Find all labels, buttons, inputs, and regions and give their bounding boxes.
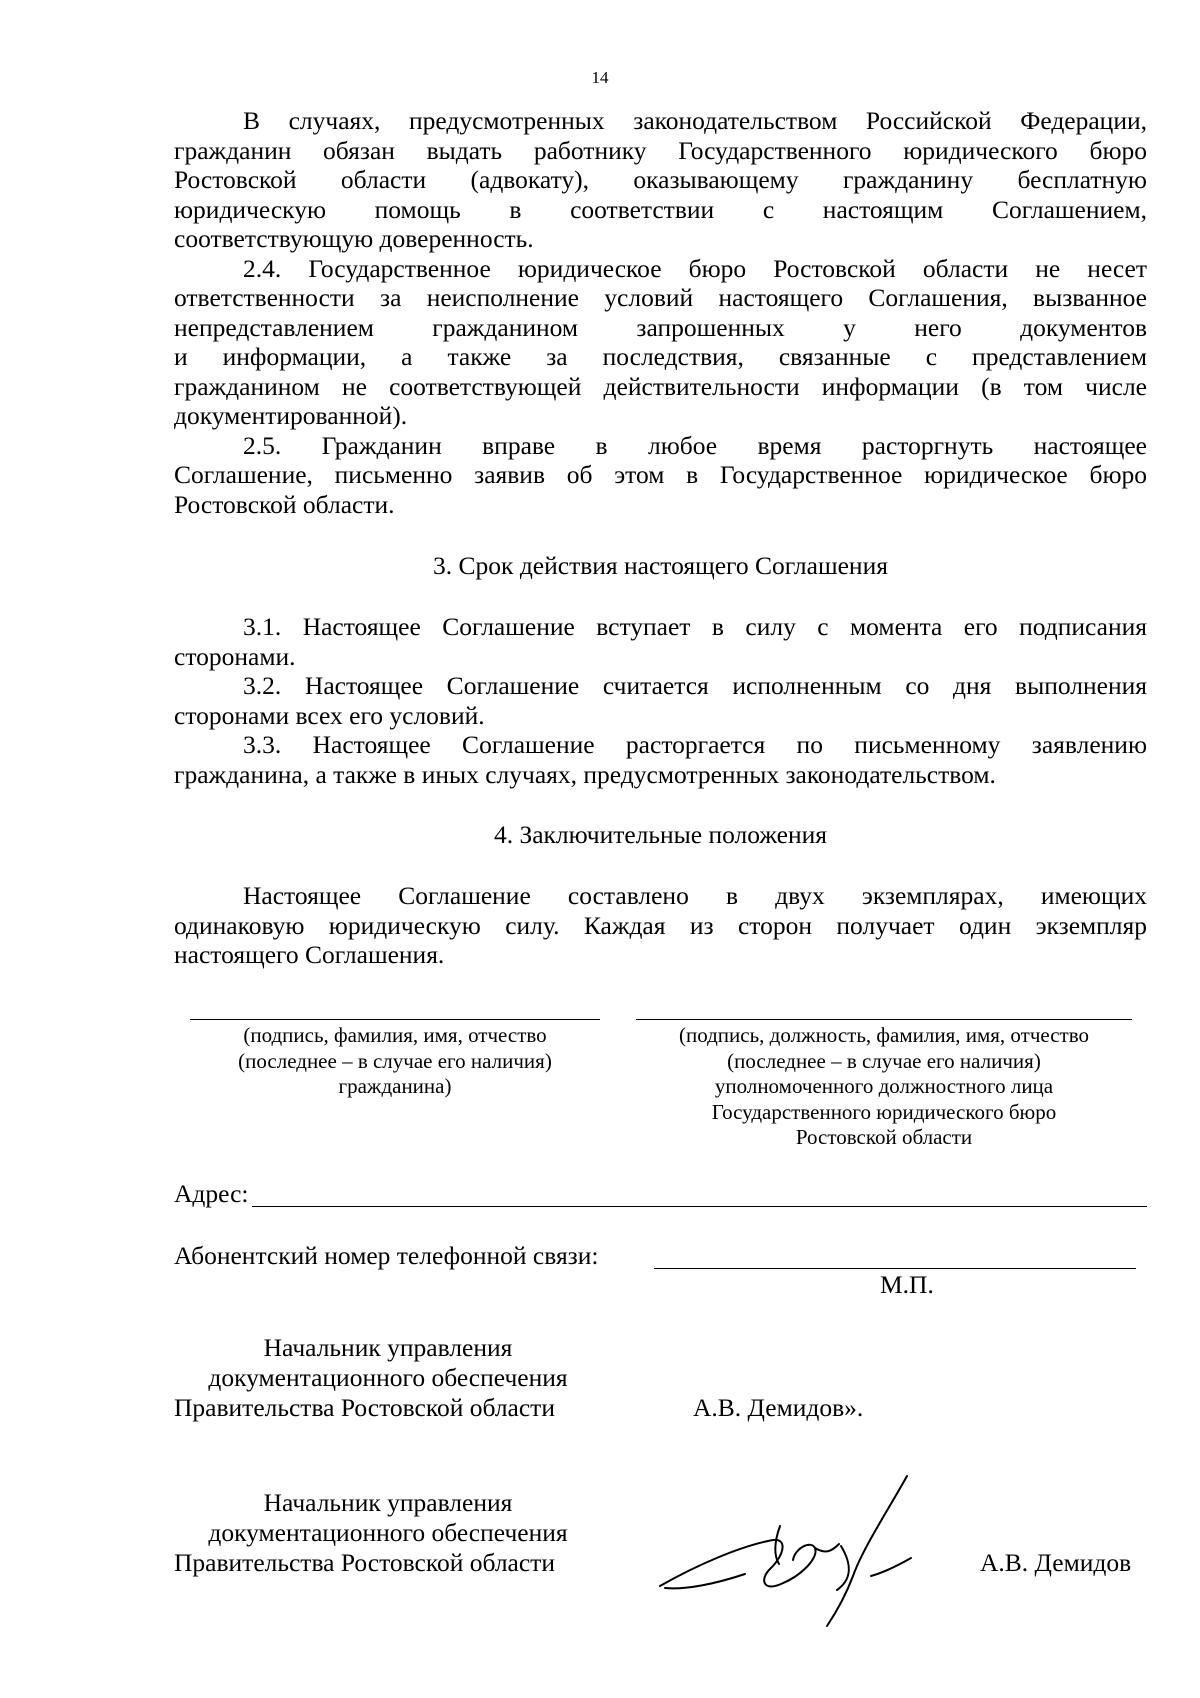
clause-2-4-line: документированной). bbox=[174, 401, 408, 430]
phone-label: Абонентский номер телефонной связи: bbox=[174, 1241, 599, 1270]
paragraph-line: В случаях, предусмотренных законодательством Российской Федерации, bbox=[243, 106, 1147, 135]
clause-2-4-line: ответственности за неисполнение условий настоящего Соглашения, вызванное bbox=[174, 283, 1147, 312]
approval-1-title-line: Правительства Ростовской области bbox=[174, 1393, 555, 1422]
clause-3-1-line: 3.1. Настоящее Соглашение вступает в силу с момента его подписания bbox=[243, 612, 1147, 641]
clause-2-4-line: непредставлением гражданином запрошенных у него документов bbox=[174, 312, 1147, 342]
clause-3-3-line: гражданина, а также в иных случаях, предусмотренных законодательством. bbox=[174, 759, 996, 789]
paragraph-line: Ростовской области (адвокату), оказывающему гражданину бесплатную bbox=[174, 165, 1147, 194]
final-provisions-line: Настоящее Соглашение составлено в двух экземплярах, имеющих bbox=[243, 881, 1147, 910]
official-caption-line: (последнее – в случае его наличия) bbox=[727, 1048, 1041, 1073]
official-caption-line: уполномоченного должностного лица bbox=[714, 1074, 1054, 1098]
stamp-place-label: М.П. bbox=[880, 1270, 934, 1299]
approval-2-title-line: Правительства Ростовской области bbox=[174, 1548, 555, 1577]
clause-3-1-line: сторонами. bbox=[174, 641, 296, 671]
page-number: 14 bbox=[591, 68, 609, 87]
approval-2-title-line: Начальник управления bbox=[263, 1488, 513, 1517]
official-caption-line: Государственного юридического бюро bbox=[711, 1099, 1057, 1124]
citizen-caption-line: (последнее – в случае его наличия) bbox=[238, 1048, 552, 1073]
clause-3-3-line: 3.3. Настоящее Соглашение расторгается по письменному заявлению bbox=[243, 730, 1147, 759]
phone-field-line[interactable] bbox=[654, 1268, 1136, 1269]
clause-2-4-line: и информации, а также за последствия, связанные с представлением bbox=[174, 342, 1147, 371]
approval-1-title-line: документационного обеспечения bbox=[208, 1363, 568, 1392]
official-caption-line: Ростовской области bbox=[795, 1125, 973, 1149]
paragraph-line: гражданин обязан выдать работнику Государственного юридического бюро bbox=[174, 135, 1147, 165]
clause-2-5-line: 2.5. Гражданин вправе в любое время расторгнуть настоящее bbox=[243, 430, 1147, 460]
clause-2-4-line: гражданином не соответствующей действительности информации (в том числе bbox=[174, 371, 1147, 401]
approval-2-name: А.В. Демидов bbox=[980, 1548, 1132, 1577]
final-provisions-line: одинаковую юридическую силу. Каждая из сторон получает один экземпляр bbox=[174, 910, 1147, 940]
approval-1-name: А.В. Демидов». bbox=[693, 1393, 864, 1422]
official-caption-line: (подпись, должность, фамилия, имя, отчество bbox=[678, 1023, 1089, 1047]
citizen-signature-line bbox=[190, 1019, 600, 1020]
clause-2-5-line: Соглашение, письменно заявив об этом в Государственное юридическое бюро bbox=[174, 460, 1147, 489]
clause-3-2-line: 3.2. Настоящее Соглашение считается исполненным со дня выполнения bbox=[243, 671, 1147, 700]
citizen-caption-line: гражданина) bbox=[338, 1074, 452, 1098]
address-field-line[interactable] bbox=[252, 1206, 1147, 1207]
clause-2-4-line: 2.4. Государственное юридическое бюро Ростовской области не несет bbox=[243, 253, 1147, 283]
official-signature-line bbox=[636, 1019, 1132, 1020]
handwritten-signature bbox=[655, 1468, 945, 1638]
section-4-heading: 4. Заключительные положения bbox=[493, 820, 828, 849]
clause-3-2-line: сторонами всех его условий. bbox=[174, 700, 485, 730]
address-label: Адрес: bbox=[174, 1179, 249, 1208]
paragraph-line: соответствующую доверенность. bbox=[174, 224, 534, 253]
approval-1-title-line: Начальник управления bbox=[263, 1333, 513, 1362]
final-provisions-line: настоящего Соглашения. bbox=[174, 940, 445, 969]
paragraph-line: юридическую помощь в соответствии с настоящим Соглашением, bbox=[174, 194, 1147, 224]
section-3-heading: 3. Срок действия настоящего Соглашения bbox=[433, 551, 888, 580]
clause-2-5-line: Ростовской области. bbox=[174, 489, 395, 519]
approval-2-title-line: документационного обеспечения bbox=[208, 1518, 568, 1547]
citizen-caption-line: (подпись, фамилия, имя, отчество bbox=[243, 1023, 547, 1047]
